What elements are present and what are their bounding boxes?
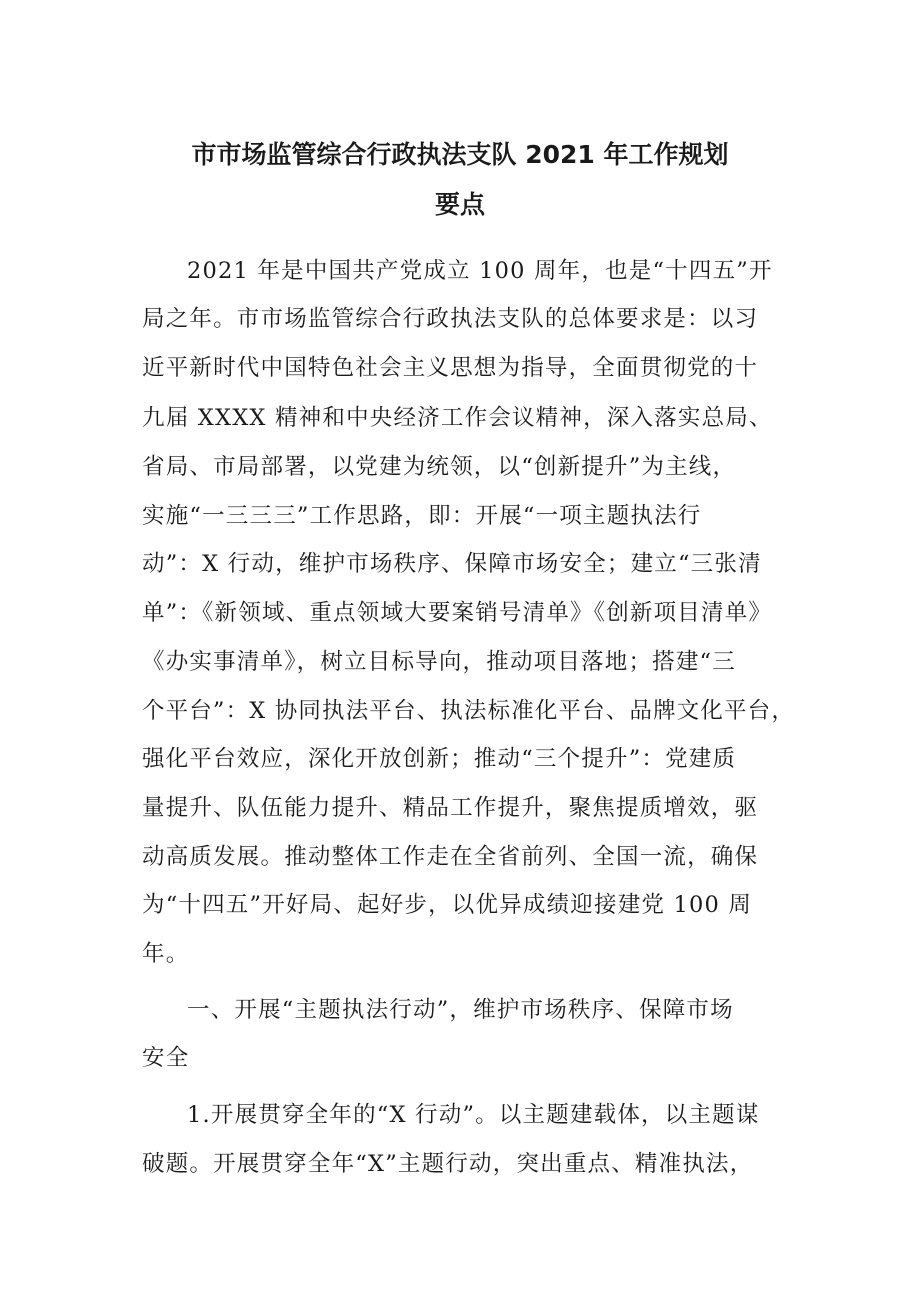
body-line-7: 动”：X 行动，维护市场秩序、保障市场安全；建立“三张清 <box>142 551 762 577</box>
body-line-12: 量提升、队伍能力提升、精品工作提升，聚焦提质增效，驱 <box>142 795 759 821</box>
document-title-line-1: 市市场监管综合行政执法支队 2021 年工作规划 <box>191 140 729 169</box>
body-line-14: 为“十四五”开好局、起好步，以优异成绩迎接建党 100 周 <box>142 892 753 918</box>
body-line-4: 九届 XXXX 精神和中央经济工作会议精神，深入落实总局、 <box>142 405 773 431</box>
body-line-13: 动高质发展。推动整体工作走在全省前列、全国一流，确保 <box>142 844 759 870</box>
item-line-2: 破题。开展贯穿全年“X”主题行动，突出重点、精准执法， <box>142 1151 754 1177</box>
body-line-10: 个平台”：X 协同执法平台、执法标准化平台、品牌文化平台， <box>142 698 795 724</box>
body-line-15: 年。 <box>142 941 190 967</box>
body-line-5: 省局、市局部署，以党建为统领，以“创新提升”为主线， <box>142 454 737 480</box>
body-line-3: 近平新时代中国特色社会主义思想为指导，全面贯彻党的十 <box>142 355 759 381</box>
body-line-9: 《办实事清单》，树立目标导向，推动项目落地；搭建“三 <box>142 649 736 675</box>
body-line-11: 强化平台效应，深化开放创新；推动“三个提升”：党建质 <box>142 746 737 772</box>
body-line-6: 实施“一三三三”工作思路，即：开展“一项主题执法行 <box>142 503 702 529</box>
section-heading-line-1: 一、开展“主题执法行动”，维护市场秩序、保障市场 <box>187 997 734 1023</box>
body-line-8: 单”：《新领域、重点领域大要案销号清单》《创新项目清单》 <box>142 600 773 626</box>
body-line-2: 局之年。市市场监管综合行政执法支队的总体要求是：以习 <box>142 306 759 332</box>
document-title-line-2: 要点 <box>434 190 485 219</box>
body-line-1: 2021 年是中国共产党成立 100 周年，也是“十四五”开 <box>187 258 773 284</box>
item-line-1: 1.开展贯穿全年的“X 行动”。以主题建载体，以主题谋 <box>187 1102 760 1128</box>
section-heading-line-2: 安全 <box>142 1045 190 1071</box>
